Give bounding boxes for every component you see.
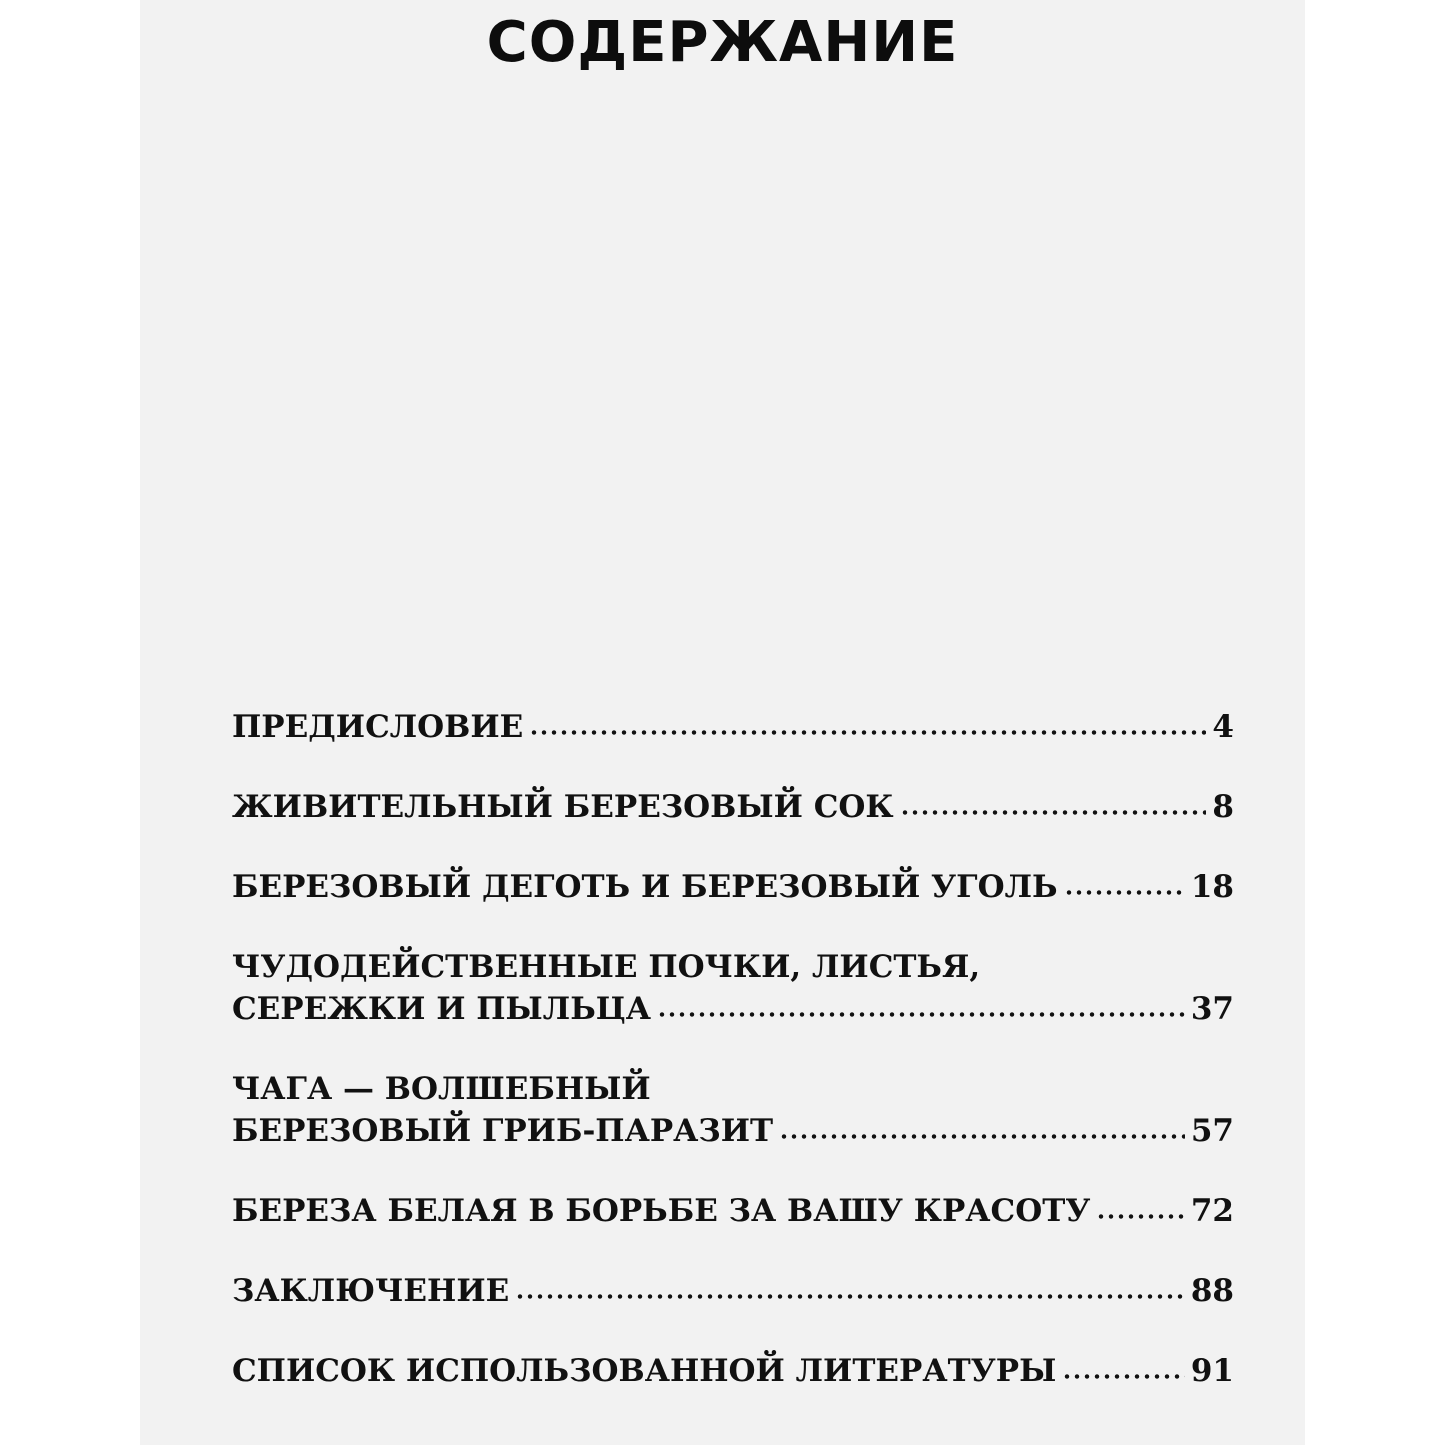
- toc-entry-title: ЖИВИТЕЛЬНЫЙ БЕРЕЗОВЫЙ СОК: [232, 789, 894, 825]
- dot-leader: [515, 1277, 1185, 1301]
- toc-entry-page: 57: [1190, 1113, 1234, 1149]
- toc-entry-title: СЕРЕЖКИ И ПЫЛЬЦА: [232, 991, 651, 1027]
- toc-entry-page: 18: [1190, 869, 1234, 905]
- toc-entry-title: БЕРЕЗА БЕЛАЯ В БОРЬБЕ ЗА ВАШУ КРАСОТУ: [232, 1193, 1091, 1229]
- table-of-contents: [232, 706, 1234, 1430]
- toc-entry-title-line1: ЧАГА — ВОЛШЕБНЫЙ: [232, 1071, 651, 1107]
- toc-entry-page: 88: [1190, 1273, 1234, 1309]
- dot-leader: [529, 713, 1206, 737]
- toc-entry-title: СПИСОК ИСПОЛЬЗОВАННОЙ ЛИТЕРАТУРЫ: [232, 1353, 1057, 1389]
- dot-leader: [779, 1117, 1185, 1141]
- dot-leader: [1064, 873, 1185, 897]
- toc-entry-birch-sap: [232, 786, 1234, 828]
- toc-entry-birch-tar: [232, 866, 1234, 908]
- toc-entry-page: 4: [1212, 709, 1234, 745]
- toc-entry-title-line1: ЧУДОДЕЙСТВЕННЫЕ ПОЧКИ, ЛИСТЬЯ,: [232, 949, 981, 985]
- toc-entry-title: ЗАКЛЮЧЕНИЕ: [232, 1273, 510, 1309]
- toc-entry-preface: [232, 706, 1234, 748]
- toc-entry-page: 91: [1190, 1353, 1234, 1389]
- dot-leader: [1062, 1357, 1184, 1381]
- dot-leader: [657, 995, 1185, 1019]
- toc-entry-page: 72: [1190, 1193, 1234, 1229]
- toc-entry-beauty: [232, 1190, 1234, 1232]
- toc-entry-title: ПРЕДИСЛОВИЕ: [232, 709, 524, 745]
- book-page: [140, 0, 1305, 1445]
- toc-entry-title: БЕРЕЗОВЫЙ ДЕГОТЬ И БЕРЕЗОВЫЙ УГОЛЬ: [232, 869, 1058, 905]
- toc-entry-buds-leaves: [232, 946, 1234, 1030]
- toc-entry-chaga: [232, 1068, 1234, 1152]
- dot-leader: [900, 793, 1207, 817]
- toc-entry-title: БЕРЕЗОВЫЙ ГРИБ-ПАРАЗИТ: [232, 1113, 774, 1149]
- page-title: СОДЕРЖАНИЕ: [486, 10, 959, 75]
- toc-entry-page: 8: [1212, 789, 1234, 825]
- toc-entry-conclusion: [232, 1270, 1234, 1312]
- dot-leader: [1096, 1197, 1184, 1221]
- toc-entry-page: 37: [1190, 991, 1234, 1027]
- toc-entry-bibliography: [232, 1350, 1234, 1392]
